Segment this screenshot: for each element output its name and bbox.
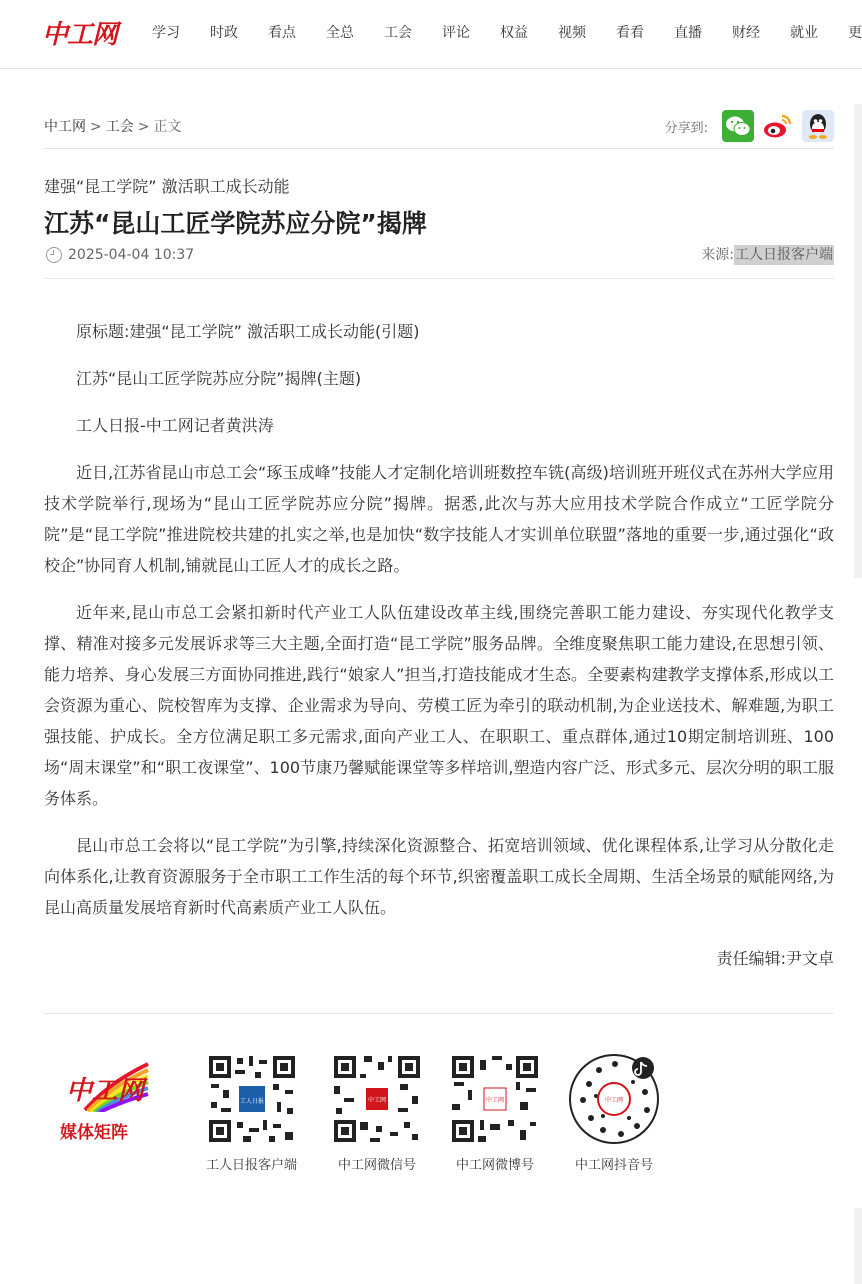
svg-text:中工网: 中工网 xyxy=(367,1097,387,1104)
share-label: 分享到: xyxy=(664,120,708,136)
nav-item[interactable]: 更 xyxy=(848,25,862,41)
qrcode-wechat xyxy=(332,1054,422,1173)
qrcode-label: 中工网抖音号 xyxy=(574,1158,653,1173)
article-body xyxy=(44,316,834,939)
nav-item[interactable]: 视频 xyxy=(558,25,586,41)
qrcode-label: 中工网微博号 xyxy=(455,1158,534,1173)
qrcode-workers-daily xyxy=(206,1054,297,1173)
top-navigation-bar xyxy=(0,0,862,69)
breadcrumb-section[interactable]: 工会 xyxy=(105,119,134,135)
article-paragraph: 江苏“昆山工匠学院苏应分院”揭牌(主题) xyxy=(76,369,362,388)
divider xyxy=(44,148,834,149)
article-source xyxy=(701,244,834,264)
publish-time: 2025-04-04 10:37 xyxy=(68,247,195,263)
article-kicker: 建强“昆工学院” 激活职工成长动能 xyxy=(44,177,290,196)
wechat-icon[interactable] xyxy=(722,110,754,142)
breadcrumb-home[interactable]: 中工网 xyxy=(44,119,86,135)
breadcrumb-separator: > xyxy=(137,119,150,135)
nav-item[interactable]: 工会 xyxy=(384,25,412,41)
source-label: 来源: xyxy=(701,247,734,263)
article-paragraph: 昆山市总工会将以“昆工学院”为引擎,持续深化资源整合、拓宽培训领域、优化课程体系,让学习从分散化走向体系化,让教育资源服务于全市职工工作生活的每个环节,织密覆盖职工成长全周期、生活全场景的赋能网络,为昆山高质量发展培育新时代高素质产业工人队伍。 xyxy=(44,836,834,917)
svg-text:中工网: 中工网 xyxy=(604,1097,624,1104)
media-logo-subtitle: 媒体矩阵 xyxy=(60,1123,128,1143)
svg-text:中工网: 中工网 xyxy=(485,1097,505,1104)
qrcode-label: 中工网微信号 xyxy=(337,1158,416,1173)
qrcode-label: 工人日报客户端 xyxy=(206,1158,298,1173)
svg-text:工人日报: 工人日报 xyxy=(239,1098,264,1105)
article-title: 江苏“昆山工匠学院苏应分院”揭牌 xyxy=(44,209,427,238)
article-paragraph: 工人日报-中工网记者黄洪涛 xyxy=(76,416,274,435)
nav-item[interactable]: 看点 xyxy=(268,25,296,41)
nav-item[interactable]: 学习 xyxy=(152,25,180,41)
qrcode-icon xyxy=(332,1054,422,1144)
nav-item[interactable]: 权益 xyxy=(500,25,528,41)
divider xyxy=(44,278,834,279)
article-paragraph: 近日,江苏省昆山市总工会“琢玉成峰”技能人才定制化培训班数控车铣(高级)培训班开班仪式在苏州大学应用技术学院举行,现场为“昆山工匠学院苏应分院”揭牌。据悉,此次与苏大应用技术学院合作成立“工匠学院分院”是“昆工学院”推进院校共建的扎实之举,也是加快“数字技能人才实训单位联盟”落地的重要一步,通过强化“政校企”协同育人机制,铺就昆山工匠人才的成长之路。 xyxy=(44,463,834,575)
nav-item[interactable]: 财经 xyxy=(732,25,760,41)
site-logo[interactable]: 中工网 xyxy=(42,20,118,50)
qq-icon[interactable] xyxy=(802,110,834,142)
qrcode-douyin xyxy=(569,1054,659,1173)
nav-item[interactable]: 全总 xyxy=(326,25,354,41)
nav-item[interactable]: 直播 xyxy=(674,25,702,41)
nav-item[interactable]: 时政 xyxy=(210,25,238,41)
clock-icon xyxy=(46,247,62,263)
qrcode-icon xyxy=(450,1054,540,1144)
right-side-strip xyxy=(854,104,862,578)
media-matrix-logo xyxy=(60,1062,156,1146)
responsible-editor: 责任编辑:尹文卓 xyxy=(716,949,834,968)
qrcode-weibo xyxy=(450,1054,540,1173)
nav-item[interactable]: 看看 xyxy=(616,25,644,41)
qrcode-icon xyxy=(569,1054,659,1144)
main-nav xyxy=(152,22,862,42)
nav-item[interactable]: 评论 xyxy=(442,25,470,41)
right-side-strip-bottom xyxy=(854,1208,862,1284)
divider xyxy=(44,1013,834,1014)
breadcrumb-separator: > xyxy=(90,119,102,135)
qrcode-icon xyxy=(207,1054,297,1144)
breadcrumb xyxy=(44,116,181,136)
nav-item[interactable]: 就业 xyxy=(790,25,818,41)
share-bar xyxy=(665,110,834,142)
article-time xyxy=(46,247,194,263)
weibo-icon[interactable] xyxy=(762,110,794,142)
breadcrumb-current: 正文 xyxy=(153,119,182,135)
source-value[interactable]: 工人日报客户端 xyxy=(735,247,833,263)
media-logo-text: 中工网 xyxy=(66,1076,145,1106)
article-paragraph: 原标题:建强“昆工学院” 激活职工成长动能(引题) xyxy=(76,322,420,341)
article-paragraph: 近年来,昆山市总工会紧扣新时代产业工人队伍建设改革主线,围绕完善职工能力建设、夯实现代化教学支撑、精准对接多元发展诉求等三大主题,全面打造“昆工学院”服务品牌。全维度聚焦职工能力建设,在思想引领、能力培养、身心发展三方面协同推进,践行“娘家人”担当,打造技能成才生态。全要素构建教学支撑体系,形成以工会资源为重心、院校智库为支撑、企业需求为导向、劳模工匠为牵引的联动机制,为企业送技术、解难题,为职工强技能、护成长。全方位满足职工多元需求,面向产业工人、在职职工、重点群体,通过10期定制培训班、100场“周末课堂”和“职工夜课堂”、100节康乃馨赋能课堂等多样培训,塑造内容广泛、形式多元、层次分明的职工服务体系。 xyxy=(44,603,834,808)
